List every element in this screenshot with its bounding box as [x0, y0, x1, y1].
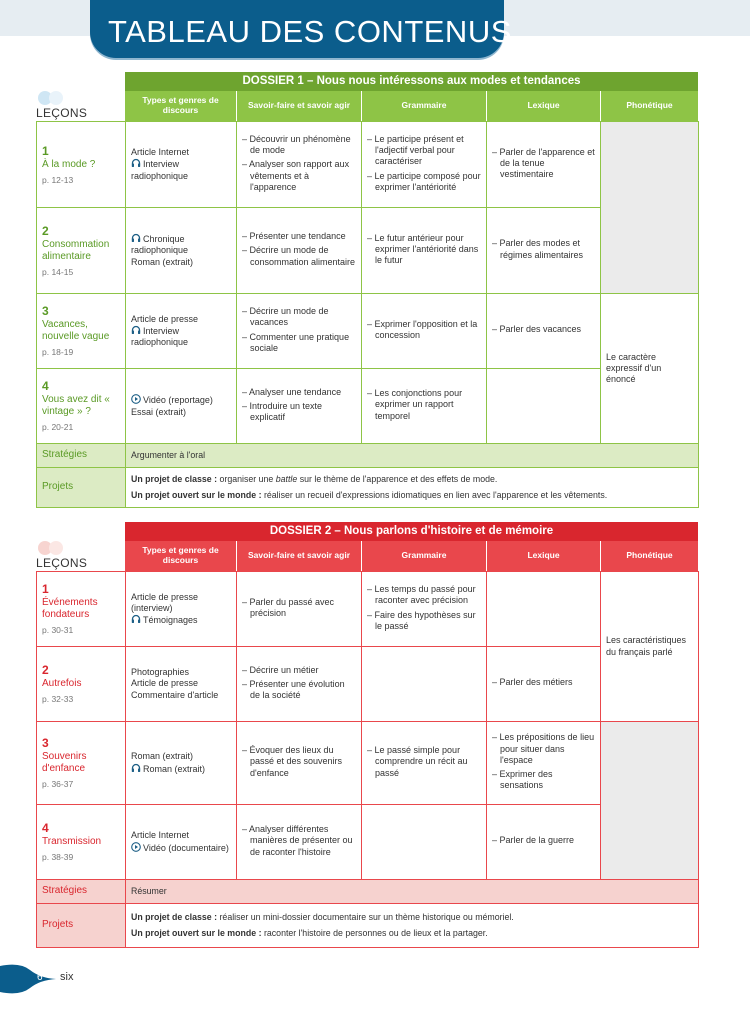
discourse-type-text: Vidéo (documentaire) — [143, 842, 229, 853]
lesson-row — [37, 208, 699, 294]
grammaire-item: – Exprimer l'opposition et la concession — [367, 319, 481, 342]
discourse-type-text: Article de presse (interview) — [131, 591, 199, 613]
discourse-type-text: Chronique radiophonique — [131, 234, 189, 256]
strategies-row — [37, 880, 699, 904]
column-header: Types et genres de discours — [125, 91, 236, 121]
savoir-cell — [237, 805, 362, 880]
savoir-item: – Présenter une tendance — [242, 231, 356, 242]
lexique-cell — [487, 369, 601, 444]
savoir-item: – Présenter une évolution de la société — [242, 679, 356, 702]
discourse-type-text: Article de presse — [131, 678, 199, 689]
discourse-type — [131, 314, 231, 325]
column-headers — [125, 541, 698, 571]
lesson-title: Vous avez dit « vintage » ? — [42, 394, 110, 418]
grammaire-item: – Le futur antérieur pour exprimer l'antériorité dans le futur — [367, 233, 481, 267]
grammaire-cell — [362, 722, 487, 805]
lesson-number: 1 — [42, 143, 49, 158]
headphones-icon — [131, 763, 141, 773]
column-header: Grammaire — [361, 91, 486, 121]
phonetique-cell — [601, 572, 699, 722]
lessons-table — [36, 121, 699, 508]
lexique-cell — [487, 572, 601, 647]
savoir-item: – Décrire un mode de vacances — [242, 306, 356, 329]
lesson-number: 4 — [42, 821, 49, 836]
lesson-cell — [37, 208, 126, 294]
strategies-row — [37, 444, 699, 468]
lesson-number: 2 — [42, 223, 49, 238]
phonetique-cell — [601, 294, 699, 444]
headphones-icon — [131, 158, 141, 168]
page-corner-decoration — [0, 962, 60, 996]
strategies-text: Résumer — [131, 885, 167, 896]
lexique-item: – Parler des métiers — [492, 677, 595, 688]
lesson-pages: p. 32-33 — [42, 694, 74, 705]
savoir-cell — [237, 369, 362, 444]
decorative-dots — [38, 541, 64, 557]
lesson-number: 3 — [42, 736, 49, 751]
discourse-type-text: Témoignages — [143, 615, 198, 626]
phonetique-text: Les caractéristiques du français parlé — [606, 635, 687, 657]
dossier-title: DOSSIER 2 – Nous parlons d'histoire et de mémoire — [125, 522, 698, 541]
lexique-item: – Parler des vacances — [492, 324, 595, 335]
page-number: 6 — [37, 972, 43, 983]
lesson-pages: p. 12-13 — [42, 174, 74, 185]
savoir-cell — [237, 647, 362, 722]
savoir-item: – Commenter une pratique sociale — [242, 332, 356, 355]
savoir-item: – Décrire un métier — [242, 665, 356, 676]
grammaire-item: – Le participe composé pour exprimer l'antériorité — [367, 171, 481, 194]
lexique-item: – Parler de l'apparence et de la tenue vestimentaire — [492, 147, 595, 181]
column-header: Types et genres de discours — [125, 541, 236, 571]
lexique-item: – Exprimer des sensations — [492, 769, 595, 792]
discourse-type — [131, 667, 231, 678]
lesson-row — [37, 647, 699, 722]
lesson-number: 2 — [42, 663, 49, 678]
dossier-1 — [36, 72, 698, 509]
savoir-cell — [237, 122, 362, 208]
discourse-type — [131, 233, 231, 257]
phonetique-empty-cell — [601, 722, 699, 880]
projet-monde-text: raconter l'histoire de personnes ou de lieux et la partager. — [261, 928, 488, 938]
lesson-row — [37, 122, 699, 208]
savoir-cell — [237, 722, 362, 805]
discourse-type — [131, 614, 231, 626]
types-cell — [126, 572, 237, 647]
projet-classe — [131, 912, 693, 923]
projet-classe-text: réaliser un mini-dossier documentaire sur un thème historique ou mémoriel. — [217, 912, 514, 923]
types-cell — [126, 722, 237, 805]
discourse-type — [131, 158, 231, 182]
savoir-item: – Décrire un mode de consommation alimentaire — [242, 245, 356, 268]
dossier-title: DOSSIER 1 – Nous nous intéressons aux modes et tendances — [125, 72, 698, 91]
lesson-row — [37, 722, 699, 805]
lesson-title: À la mode ? — [42, 158, 96, 170]
savoir-item: – Analyser différentes manières de présenter ou de raconter l'histoire — [242, 824, 356, 858]
discourse-type-text: Roman (extrait) — [143, 763, 206, 774]
grammaire-item: – Les temps du passé pour raconter avec précision — [367, 584, 481, 607]
lessons-table — [36, 571, 699, 948]
page-number-word: six — [60, 971, 74, 983]
lexique-cell — [487, 722, 601, 805]
lesson-title: Souvenirs d'enfance — [42, 751, 87, 775]
projet-monde-label: Un projet ouvert sur le monde : — [131, 490, 262, 500]
discourse-type — [131, 690, 231, 701]
strategies-label: Stratégies — [42, 449, 88, 461]
headphones-icon — [131, 325, 141, 335]
discourse-type-text: Vidéo (reportage) — [143, 395, 213, 406]
strategies-text: Argumenter à l'oral — [131, 449, 206, 460]
types-cell — [126, 647, 237, 722]
column-headers — [125, 91, 698, 121]
discourse-type — [131, 592, 231, 615]
types-cell — [126, 122, 237, 208]
lesson-title: Vacances, nouvelle vague — [42, 319, 110, 343]
discourse-type-text: Roman (extrait) — [131, 751, 194, 762]
lesson-pages: p. 20-21 — [42, 422, 74, 433]
column-header: Savoir-faire et savoir agir — [236, 91, 361, 121]
savoir-cell — [237, 208, 362, 294]
lesson-pages: p. 36-37 — [42, 779, 74, 790]
lecons-label: LEÇONS — [36, 106, 88, 120]
projets-row — [37, 904, 699, 948]
phonetique-empty-cell — [601, 122, 699, 294]
column-header: Savoir-faire et savoir agir — [236, 541, 361, 571]
grammaire-cell — [362, 369, 487, 444]
projet-monde-text: réaliser un recueil d'expressions idiomatiques en lien avec l'apparence et les vêtements. — [261, 490, 608, 500]
lesson-pages: p. 14-15 — [42, 266, 74, 277]
lesson-cell — [37, 122, 126, 208]
grammaire-item: – Le passé simple pour comprendre un récit au passé — [367, 745, 481, 779]
title-tab — [90, 0, 512, 58]
types-cell — [126, 208, 237, 294]
lesson-cell — [37, 647, 126, 722]
strategies-label: Stratégies — [42, 885, 88, 897]
savoir-item: – Parler du passé avec précision — [242, 597, 356, 620]
projet-classe-label: Un projet de classe : — [131, 912, 218, 923]
projet-classe-italic: battle — [275, 474, 298, 485]
grammaire-cell — [362, 208, 487, 294]
discourse-type-text: Article Internet — [131, 830, 190, 841]
grammaire-item: – Les conjonctions pour exprimer un rapport temporel — [367, 388, 481, 422]
savoir-item: – Analyser son rapport aux vêtements et à l'apparence — [242, 159, 356, 193]
discourse-type-text: Article Internet — [131, 147, 190, 158]
projet-monde — [131, 928, 693, 939]
lexique-cell — [487, 647, 601, 722]
grammaire-cell — [362, 572, 487, 647]
discourse-type-text: Photographies — [131, 667, 190, 678]
projet-classe-label: Un projet de classe : — [131, 474, 218, 485]
discourse-type — [131, 407, 231, 418]
discourse-type — [131, 842, 231, 854]
discourse-type-text: Interview radiophonique — [131, 325, 189, 348]
lesson-title: Autrefois — [42, 678, 82, 690]
lesson-row — [37, 805, 699, 880]
discourse-type-text: Roman (extrait) — [131, 256, 194, 267]
types-cell — [126, 805, 237, 880]
discourse-type — [131, 394, 231, 406]
grammaire-item: – Le participe présent et l'adjectif verbal pour caractériser — [367, 134, 481, 168]
lexique-cell — [487, 805, 601, 880]
lesson-cell — [37, 722, 126, 805]
lesson-pages: p. 38-39 — [42, 852, 74, 863]
projet-monde — [131, 490, 693, 501]
lexique-cell — [487, 122, 601, 208]
grammaire-cell — [362, 805, 487, 880]
lecons-label: LEÇONS — [36, 556, 88, 570]
savoir-cell — [237, 294, 362, 369]
types-cell — [126, 369, 237, 444]
page-title: TABLEAU DES CONTENUS — [108, 14, 512, 49]
grammaire-cell — [362, 294, 487, 369]
savoir-item: – Évoquer des lieux du passé et des souvenirs d'enfance — [242, 745, 356, 779]
discourse-type-text: Commentaire d'article — [131, 689, 219, 700]
phonetique-text: Le caractère expressif d'un énoncé — [606, 351, 662, 385]
column-header: Grammaire — [361, 541, 486, 571]
discourse-type — [131, 147, 231, 158]
lesson-number: 1 — [42, 582, 49, 597]
lesson-title: Événements fondateurs — [42, 597, 98, 621]
lesson-cell — [37, 369, 126, 444]
discourse-type — [131, 257, 231, 268]
discourse-type-text: Article de presse — [131, 313, 199, 324]
discourse-type — [131, 751, 231, 762]
projet-classe-text-end: sur le thème de l'apparence et des effets de mode. — [297, 474, 498, 485]
headphones-icon — [131, 614, 141, 624]
projets-row — [37, 468, 699, 508]
column-header: Phonétique — [600, 541, 698, 571]
lesson-cell — [37, 294, 126, 369]
projets-label: Projets — [42, 919, 74, 931]
lesson-title: Consommation alimentaire — [42, 238, 110, 262]
discourse-type — [131, 763, 231, 775]
savoir-cell — [237, 572, 362, 647]
lesson-row — [37, 572, 699, 647]
grammaire-cell — [362, 122, 487, 208]
lesson-cell — [37, 572, 126, 647]
types-cell — [126, 294, 237, 369]
projet-classe-text: organiser une — [217, 474, 276, 485]
grammaire-item: – Faire des hypothèses sur le passé — [367, 610, 481, 633]
discourse-type — [131, 678, 231, 689]
projets-label: Projets — [42, 481, 74, 493]
grammaire-cell — [362, 647, 487, 722]
dossier-2 — [36, 522, 698, 950]
projet-monde-label: Un projet ouvert sur le monde : — [131, 928, 262, 938]
lesson-title: Transmission — [42, 836, 102, 848]
lesson-cell — [37, 805, 126, 880]
projet-classe — [131, 474, 693, 485]
play-icon — [131, 842, 141, 852]
savoir-item: – Introduire un texte explicatif — [242, 401, 356, 424]
savoir-item: – Découvrir un phénomène de mode — [242, 134, 356, 157]
lexique-item: – Les prépositions de lieu pour situer dans l'espace — [492, 732, 595, 766]
lesson-row — [37, 294, 699, 369]
discourse-type-text: Essai (extrait) — [131, 406, 187, 417]
lesson-number: 3 — [42, 304, 49, 319]
lesson-row — [37, 369, 699, 444]
column-header: Lexique — [486, 541, 600, 571]
lexique-item: – Parler de la guerre — [492, 835, 595, 846]
column-header: Lexique — [486, 91, 600, 121]
decorative-dots — [38, 91, 64, 107]
discourse-type-text: Interview radiophonique — [131, 159, 189, 181]
discourse-type — [131, 325, 231, 349]
lexique-cell — [487, 294, 601, 369]
lesson-pages: p. 18-19 — [42, 347, 74, 358]
discourse-type — [131, 830, 231, 841]
lesson-pages: p. 30-31 — [42, 625, 74, 636]
lexique-item: – Parler des modes et régimes alimentaires — [492, 238, 595, 261]
lesson-number: 4 — [42, 379, 49, 394]
play-icon — [131, 394, 141, 404]
savoir-item: – Analyser une tendance — [242, 387, 356, 398]
headphones-icon — [131, 233, 141, 243]
column-header: Phonétique — [600, 91, 698, 121]
lexique-cell — [487, 208, 601, 294]
